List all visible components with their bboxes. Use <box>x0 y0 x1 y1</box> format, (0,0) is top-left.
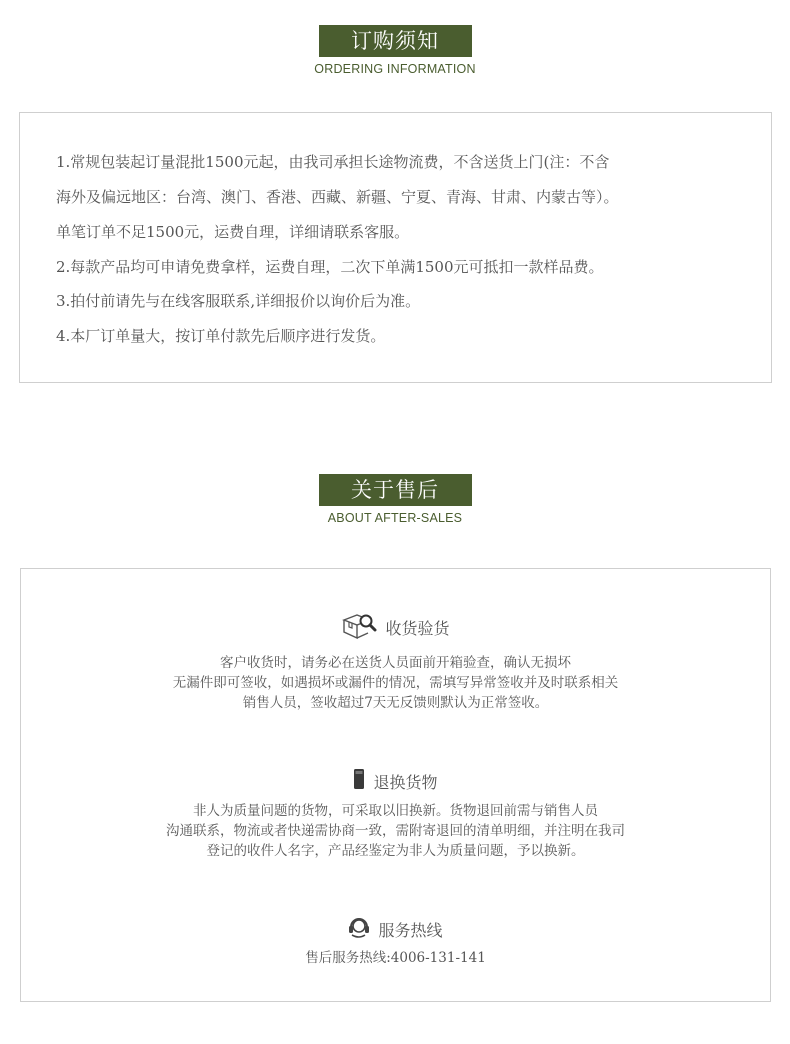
ordering-info-header <box>0 25 790 76</box>
order-line-1-cont: 海外及偏远地区：台湾、澳门、香港、西藏、新疆、宁夏、青海、甘肃、内蒙古等）。 <box>56 188 619 206</box>
box-magnifier-icon <box>341 611 377 643</box>
inspection-line-3: 销售人员，签收超过7天无反馈则默认为正常签收。 <box>242 695 549 711</box>
ordering-info-box <box>19 112 772 383</box>
returns-line-3: 登记的收件人名字，产品经鉴定为非人为质量问题，予以换新。 <box>206 843 585 859</box>
after-sales-title: 关于售后 <box>319 474 472 506</box>
order-line-1-note: 单笔订单不足1500元，运费自理，详细请联系客服。 <box>56 223 410 241</box>
hotline-text: 售后服务热线:4006-131-141 <box>305 950 486 966</box>
order-line-1: 1.常规包装起订量混批1500元起，由我司承担长途物流费，不含送货上门(注：不含 <box>56 153 610 171</box>
after-sales-subtitle: ABOUT AFTER-SALES <box>327 511 463 525</box>
inspection-line-2: 无漏件即可签收，如遇损坏或漏件的情况，需填写异常签收并及时联系相关 <box>172 675 619 691</box>
inspection-heading <box>21 613 770 641</box>
returns-line-1: 非人为质量问题的货物，可采取以旧换新。货物退回前需与销售人员 <box>193 803 598 819</box>
ordering-info-title: 订购须知 <box>319 25 472 57</box>
ordering-info-subtitle: ORDERING INFORMATION <box>314 62 476 76</box>
phone-icon <box>353 768 365 794</box>
inspection-title: 收货验货 <box>385 618 450 638</box>
inspection-block <box>21 613 770 713</box>
headset-icon <box>348 915 370 943</box>
returns-line-2: 沟通联系，物流或者快递需协商一致，需附寄退回的清单明细，并注明在我司 <box>166 823 625 839</box>
inspection-line-1: 客户收货时，请务必在送货人员面前开箱验查，确认无损坏 <box>220 655 571 671</box>
returns-title: 退换货物 <box>373 772 438 792</box>
returns-block <box>21 767 770 861</box>
hotline-heading <box>21 915 770 943</box>
hotline-title: 服务热线 <box>378 920 443 940</box>
order-line-3: 3.拍付前请先与在线客服联系,详细报价以询价后为准。 <box>56 292 421 310</box>
order-line-4: 4.本厂订单量大，按订单付款先后顺序进行发货。 <box>56 327 386 345</box>
order-line-2: 2.每款产品均可申请免费拿样，运费自理，二次下单满1500元可抵扣一款样品费。 <box>56 258 604 276</box>
returns-heading <box>21 767 770 795</box>
hotline-block <box>21 915 770 968</box>
after-sales-header <box>0 474 790 525</box>
after-sales-box <box>20 568 771 1002</box>
